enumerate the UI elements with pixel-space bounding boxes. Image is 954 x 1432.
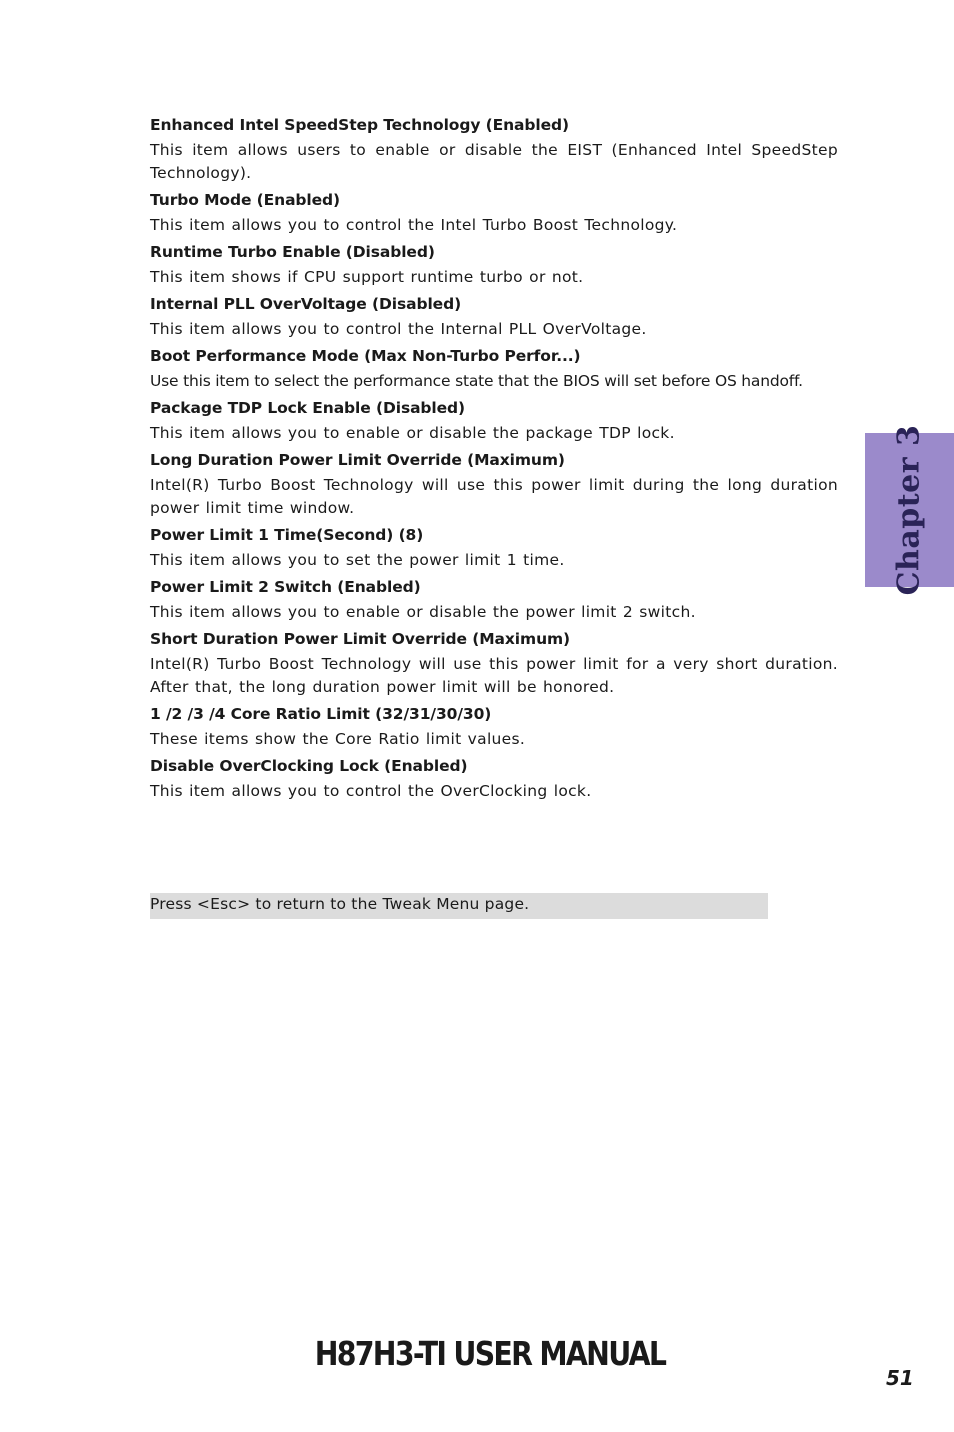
- item-title: Long Duration Power Limit Override (Maximum): [150, 451, 565, 469]
- item-title: 1 /2 /3 /4 Core Ratio Limit (32/31/30/30): [150, 705, 492, 723]
- item-description: These items show the Core Ratio limit values.: [150, 730, 526, 748]
- note-bar: [150, 893, 768, 919]
- item-title: Runtime Turbo Enable (Disabled): [150, 243, 435, 261]
- item-title: Internal PLL OverVoltage (Disabled): [150, 295, 462, 313]
- note-text: Press <Esc> to return to the Tweak Menu page.: [150, 895, 530, 913]
- item-description: This item allows you to enable or disable the power limit 2 switch.: [150, 603, 696, 621]
- chapter-tab-label: Chapter 3: [891, 424, 927, 596]
- item-title: Power Limit 1 Time(Second) (8): [150, 526, 424, 544]
- item-description: This item allows you to enable or disable the package TDP lock.: [150, 424, 675, 442]
- item-description: Use this item to select the performance state that the BIOS will set before OS handoff.: [150, 372, 803, 390]
- list-item: [150, 241, 838, 289]
- item-title: Short Duration Power Limit Override (Maximum): [150, 630, 571, 648]
- list-item: [150, 524, 838, 572]
- list-item: [150, 755, 838, 803]
- item-title: Boot Performance Mode (Max Non-Turbo Perfor...): [150, 347, 581, 365]
- list-item: [150, 576, 838, 624]
- item-title: Disable OverClocking Lock (Enabled): [150, 757, 468, 775]
- item-description: This item allows users to enable or disable the EIST (Enhanced Intel SpeedStep Technology).: [150, 141, 838, 182]
- item-title: Power Limit 2 Switch (Enabled): [150, 578, 421, 596]
- list-item: [150, 189, 838, 237]
- item-description: Intel(R) Turbo Boost Technology will use this power limit for a very short duration. After that, the long duration power limit will be honored.: [150, 655, 838, 696]
- item-description: This item allows you to set the power limit 1 time.: [150, 551, 565, 569]
- settings-description-list: [150, 114, 838, 807]
- list-item: [150, 293, 838, 341]
- item-description: This item allows you to control the Intel Turbo Boost Technology.: [150, 216, 678, 234]
- item-title: Package TDP Lock Enable (Disabled): [150, 399, 466, 417]
- item-description: Intel(R) Turbo Boost Technology will use this power limit during the long duration power limit time window.: [150, 476, 838, 517]
- list-item: [150, 114, 838, 185]
- list-item: [150, 345, 838, 393]
- list-item: [150, 449, 838, 520]
- list-item: [150, 628, 838, 699]
- item-title: Turbo Mode (Enabled): [150, 191, 341, 209]
- list-item: [150, 703, 838, 751]
- item-description: This item allows you to control the OverClocking lock.: [150, 782, 592, 800]
- item-description: This item allows you to control the Internal PLL OverVoltage.: [150, 320, 647, 338]
- manual-title: H87H3-TI USER MANUAL: [314, 1334, 666, 1373]
- item-description: This item shows if CPU support runtime turbo or not.: [150, 268, 584, 286]
- page-number: 51: [886, 1366, 914, 1390]
- list-item: [150, 397, 838, 445]
- chapter-tab: [865, 424, 954, 596]
- item-title: Enhanced Intel SpeedStep Technology (Enabled): [150, 116, 569, 134]
